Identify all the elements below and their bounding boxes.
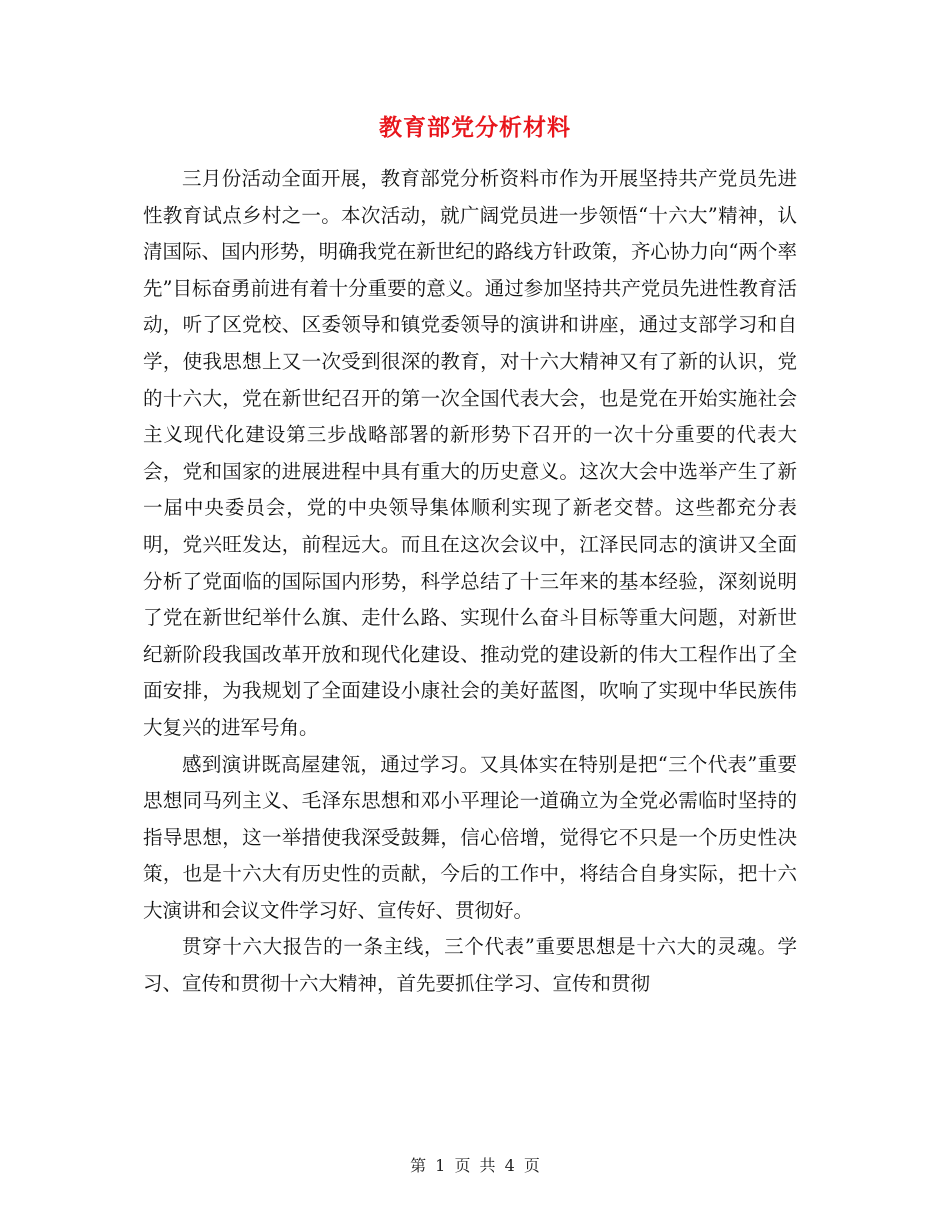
- paragraph-1: 三月份活动全面开展，教育部党分析资料市作为开展坚持共产党员先进性教育试点乡村之一。本次活动，就广阔党员进一步领悟“十六大”精神，认清国际、国内形势，明确我党在新世纪的路线方针政策，齐心协力向“两个率先”目标奋勇前进有着十分重要的意义。通过参加坚持共产党员先进性教育活动，听了区党校、区委领导和镇党委领导的演讲和讲座，通过支部学习和自学，使我思想上又一次受到很深的教育，对十六大精神又有了新的认识，党的十六大，党在新世纪召开的第一次全国代表大会，也是党在开始实施社会主义现代化建设第三步战略部署的新形势下召开的一次十分重要的代表大会，党和国家的进展进程中具有重大的历史意义。这次大会中选举产生了新一届中央委员会，党的中央领导集体顺利实现了新老交替。这些都充分表明，党兴旺发达，前程远大。而且在这次会议中，江泽民同志的演讲又全面分析了党面临的国际国内形势，科学总结了十三年来的基本经验，深刻说明了党在新世纪举什么旗、走什么路、实现什么奋斗目标等重大问题，对新世纪新阶段我国改革开放和现代化建设、推动党的建设新的伟大工程作出了全面安排，为我规划了全面建设小康社会的美好蓝图，吹响了实现中华民族伟大复兴的进军号角。: [143, 167, 797, 739]
- document-body: [143, 161, 797, 1003]
- paragraph-2: 感到演讲既高屋建瓴，通过学习。又具体实在特别是把“三个代表”重要思想同马列主义、毛泽东思想和邓小平理论一道确立为全党必需临时坚持的指导思想，这一举措使我深受鼓舞，信心倍增，觉得它不只是一个历史性决策，也是十六大有历史性的贡献，今后的工作中，将结合自身实际，把十六大演讲和会议文件学习好、宣传好、贯彻好。: [143, 752, 797, 922]
- page-number-footer: 第 1 页 共 4 页: [410, 1156, 540, 1175]
- document-title: 教育部党分析材料: [379, 114, 571, 141]
- paragraph-3: 贯穿十六大报告的一条主线，三个代表”重要思想是十六大的灵魂。学习、宣传和贯彻十六大精神，首先要抓住学习、宣传和贯彻: [143, 935, 797, 996]
